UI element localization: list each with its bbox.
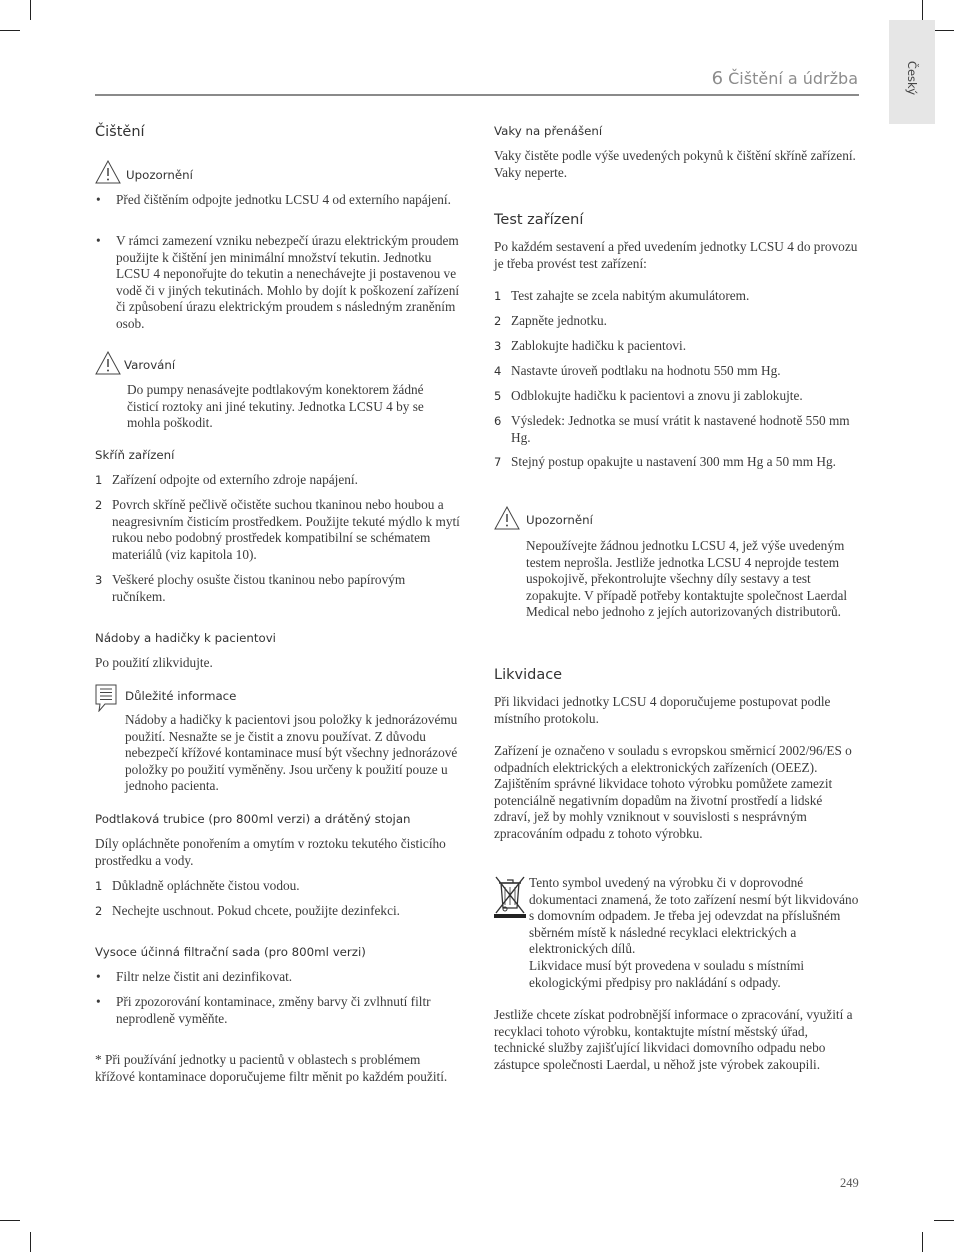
list-item-text: Při zpozorování kontaminace, změny barvy či zvlhnutí filtr neprodleně vyměňte.	[116, 994, 431, 1026]
note-label: Důležité informace	[125, 689, 237, 703]
list-item-text: Před čištěním odpojte jednotku LCSU 4 od externího napájení.	[116, 192, 451, 207]
bags-text: Vaky čistěte podle výše uvedených pokynů k čištění skříně zařízení. Vaky neperte.	[494, 148, 856, 180]
step-text: Test zahajte se zcela nabitým akumulátorem.	[511, 288, 750, 303]
weee-text: Tento symbol uvedený na výrobku či v doprovodné dokumentaci znamená, že toto zařízení nesmí být likvidováno s domovním odpadem. Je třeba jej odevzdat na příslušném sběrném místě k následné recyklaci elektrických a elektronických dílů.	[529, 875, 859, 957]
crop-mark	[0, 1220, 20, 1221]
warning-triangle-icon	[494, 506, 520, 530]
list-item	[95, 233, 460, 333]
step-number: 1	[95, 879, 103, 893]
step-number: 2	[494, 314, 502, 328]
crossed-bin-icon	[494, 875, 526, 919]
crop-mark	[922, 0, 923, 20]
step-item	[494, 288, 859, 305]
step-text: Odblokujte hadičku k pacientovi a znovu ji zablokujte.	[511, 388, 803, 403]
list-item	[95, 969, 460, 986]
warning-triangle-icon	[95, 351, 121, 375]
note-text: Nádoby a hadičky k pacientovi jsou položky k jednorázovému použití. Nesnažte se je čistit a znovu používat. Z důvodu nebezpečí křížové kontaminace musí být všechny jednorázové položky po použití vyměněny. Jsou určeny k použití pouze u jednoho pacienta.	[125, 712, 458, 794]
step-number: 3	[95, 573, 103, 587]
bullet: •	[96, 192, 101, 207]
step-number: 2	[95, 498, 103, 512]
language-label: Český	[905, 60, 919, 96]
disposal-p1: Při likvidaci jednotky LCSU 4 doporučujeme postupovat podle místního protokolu.	[494, 694, 831, 726]
step-text: Nechejte uschnout. Pokud chcete, použijte dezinfekci.	[112, 903, 400, 918]
crop-mark	[934, 30, 954, 31]
list-item	[95, 192, 460, 209]
language-tab	[889, 20, 935, 124]
step-number: 6	[494, 414, 502, 428]
containers-text: Po použití zlikvidujte.	[95, 655, 213, 670]
step-item	[95, 903, 460, 920]
section-title-cleaning: Čištění	[95, 124, 145, 140]
test-intro: Po každém sestavení a před uvedením jednotky LCSU 4 do provozu je třeba provést test zařízení:	[494, 239, 858, 271]
step-number: 3	[494, 339, 502, 353]
step-item	[95, 878, 460, 895]
list-item-text: Filtr nelze čistit ani dezinfikovat.	[116, 969, 293, 984]
header-rule	[95, 94, 859, 96]
subsection-title-housing: Skříň zařízení	[95, 448, 175, 462]
note-icon	[95, 684, 117, 712]
step-item	[494, 313, 859, 330]
crop-mark	[922, 1232, 923, 1252]
bullet: •	[96, 233, 101, 248]
subsection-title-containers: Nádoby a hadičky k pacientovi	[95, 631, 276, 645]
section-title-test: Test zařízení	[494, 212, 584, 228]
caution-text: Nepoužívejte žádnou jednotku LCSU 4, jež výše uvedeným testem neprošla. Jestliže jednotka LCSU 4 neprojde testem uspokojivě, překontrolujte všechny díly sestavy a test zopakujte. V případě potřeby kontaktujte společnost Laerdal Medical nebo jednoho z jejích autorizovaných distributorů.	[526, 538, 848, 620]
disposal-p2: Zařízení je označeno v souladu s evropskou směrnicí 2002/96/ES o odpadních elektrických a elektronických zařízeních (OEEZ). Zajištěním správné likvidace tohoto výrobku pomůžete zamezit potenciálně negativním dopadům na životní prostředí a lidské zdraví, jež by mohly vzniknout v souvislosti s nesprávným zpracováním odpadu z tohoto výrobku.	[494, 743, 852, 841]
chapter-title: Čištění a údržba	[728, 69, 858, 88]
weee-text-2: Likvidace musí být provedena v souladu s místními ekologickými předpisy pro nakládání s odpady.	[529, 958, 805, 990]
step-text: Zablokujte hadičku k pacientovi.	[511, 338, 687, 353]
step-item	[494, 388, 859, 405]
tubing-text: Díly opláchněte ponořením a omytím v roztoku tekutého čisticího prostředku a vody.	[95, 836, 446, 868]
section-title-disposal: Likvidace	[494, 667, 563, 683]
crop-mark	[934, 1220, 954, 1221]
warning-text: Do pumpy nenasávejte podtlakovým konektorem žádné čisticí roztoky ani jiné tekutiny. Jednotka LCSU 4 by se mohla poškodit.	[127, 382, 424, 431]
step-text: Povrch skříně pečlivě očistěte suchou tkaninou nebo houbou a neagresivním čisticím prostředkem. Použijte tekuté mýdlo k mytí rukou nebo podobný prostředek kompatibilní se schématem materiálů (viz kapitola 10).	[112, 497, 460, 562]
chapter-header	[712, 68, 858, 89]
step-number: 2	[95, 904, 103, 918]
step-item	[95, 572, 460, 605]
step-text: Zařízení odpojte od externího zdroje napájení.	[112, 472, 358, 487]
step-number: 1	[95, 473, 103, 487]
warning-triangle-icon	[95, 160, 121, 184]
step-text: Výsledek: Jednotka se musí vrátit k nastavené hodnotě 550 mm Hg.	[511, 413, 850, 445]
step-number: 4	[494, 364, 502, 378]
crop-mark	[30, 1232, 31, 1252]
step-item	[494, 363, 859, 380]
disposal-p3: Jestliže chcete získat podrobnější informace o zpracování, využití a recyklaci tohoto výrobku, kontaktujte místní městský úřad, technické služby zajišťující likvidaci domovního odpadu nebo zástupce společnosti Laerdal, u něhož jste výrobek zakoupili.	[494, 1007, 853, 1072]
page-number: 249	[840, 1176, 859, 1190]
step-number: 1	[494, 289, 502, 303]
step-item	[494, 454, 859, 471]
step-item	[95, 497, 460, 563]
crop-mark	[30, 0, 31, 20]
caution-label: Upozornění	[526, 513, 593, 527]
list-item-text: V rámci zamezení vzniku nebezpečí úrazu elektrickým proudem použijte k čištění jen minimální množství tekutin. Jednotku LCSU 4 neponořujte do tekutin a nenechávejte ji postavenou ve vodě či v jiných tekutinách. Mohlo by dojít k poškození zařízení či způsobení úrazu elektrickým proudem s následným zraněním osob.	[116, 233, 460, 331]
caution-label: Upozornění	[126, 168, 193, 182]
footnote: * Při používání jednotky u pacientů v oblastech s problémem křížové kontaminace doporučujeme filtr měnit po každém použití.	[95, 1052, 448, 1084]
step-item	[494, 413, 859, 446]
step-text: Stejný postup opakujte u nastavení 300 mm Hg a 50 mm Hg.	[511, 454, 837, 469]
step-item	[95, 472, 460, 489]
step-text: Nastavte úroveň podtlaku na hodnotu 550 mm Hg.	[511, 363, 781, 378]
step-item	[494, 338, 859, 355]
subsection-title-filter: Vysoce účinná filtrační sada (pro 800ml verzi)	[95, 945, 366, 959]
step-number: 7	[494, 455, 502, 469]
step-text: Veškeré plochy osušte čistou tkaninou nebo papírovým ručníkem.	[112, 572, 406, 604]
subsection-title-bags: Vaky na přenášení	[494, 124, 603, 138]
list-item	[95, 994, 460, 1027]
crop-mark	[0, 30, 20, 31]
subsection-title-tubing: Podtlaková trubice (pro 800ml verzi) a drátěný stojan	[95, 812, 411, 826]
warning-label: Varování	[124, 358, 176, 372]
bullet: •	[96, 969, 101, 984]
step-text: Zapněte jednotku.	[511, 313, 607, 328]
step-number: 5	[494, 389, 502, 403]
bullet: •	[96, 994, 101, 1009]
chapter-number: 6	[711, 68, 724, 89]
step-text: Důkladně opláchněte čistou vodou.	[112, 878, 300, 893]
